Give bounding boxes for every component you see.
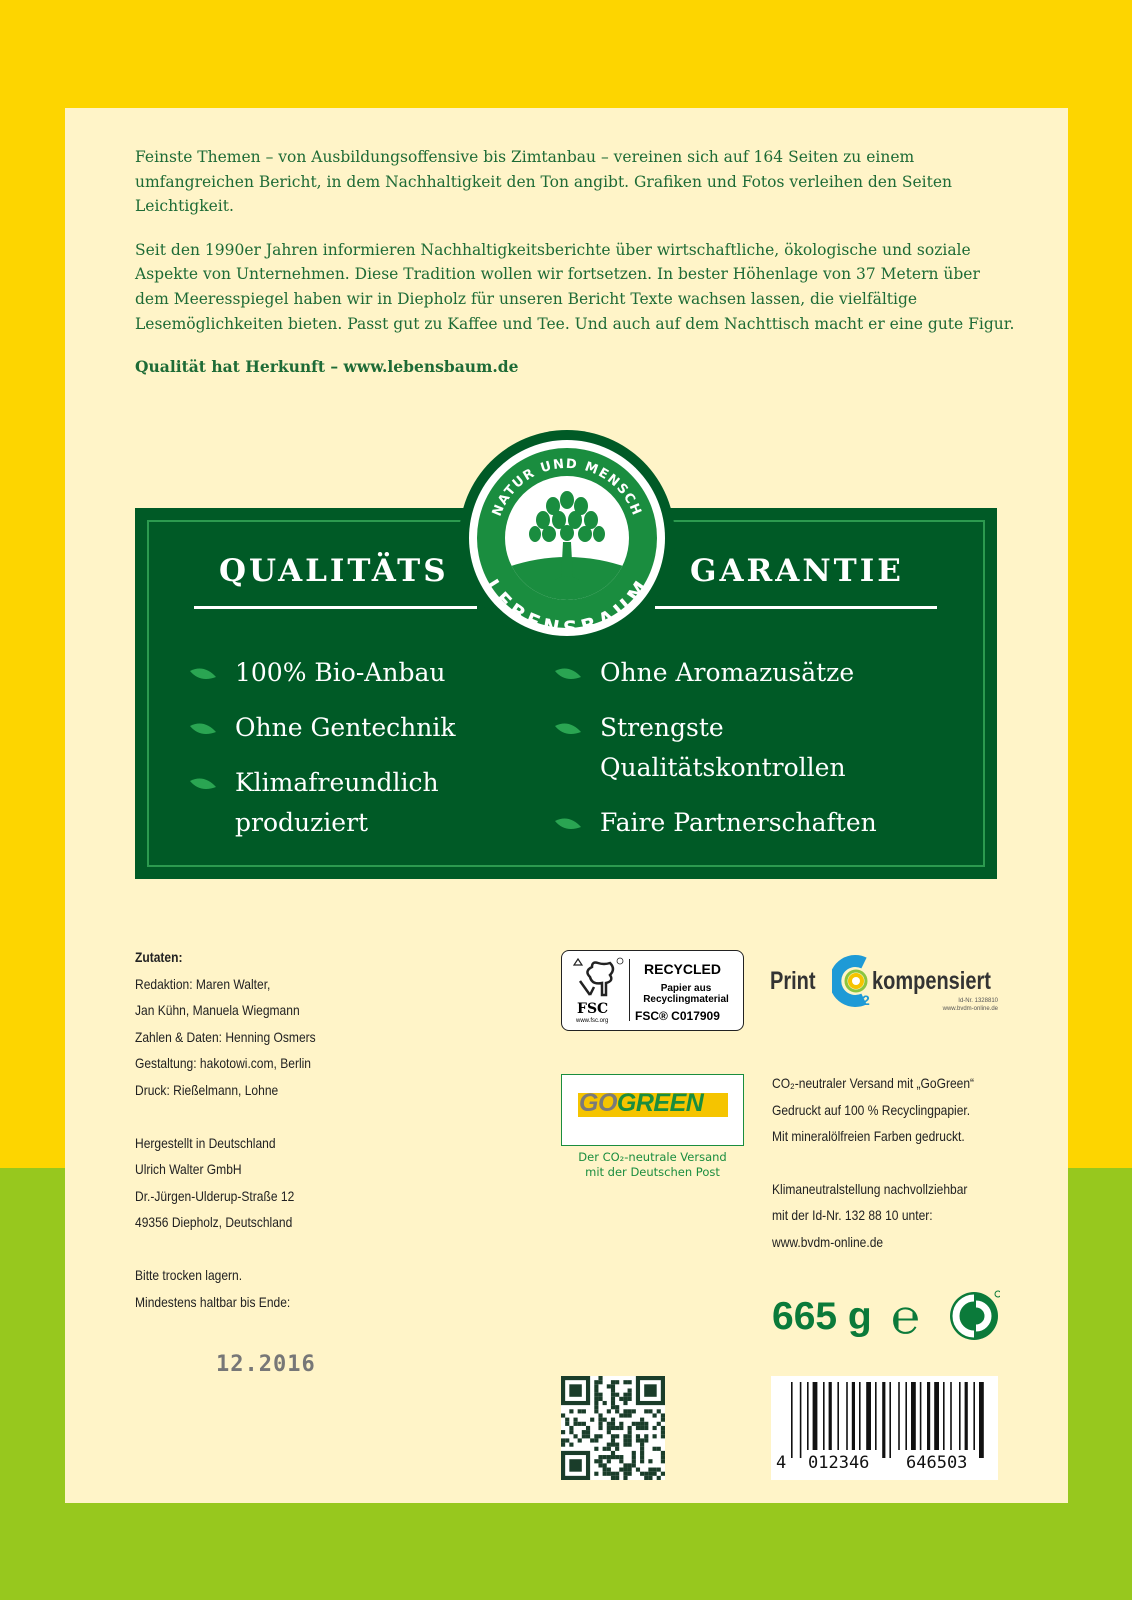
feature-item: Ohne Gentechnik bbox=[190, 708, 510, 748]
barcode-bar bbox=[800, 1382, 802, 1458]
barcode-bar bbox=[973, 1382, 975, 1450]
seal-top-text: NATUR UND MENSCH bbox=[489, 456, 645, 519]
best-before-date: 12.2016 bbox=[216, 1352, 316, 1377]
qr-code bbox=[561, 1376, 665, 1480]
svg-text:LEBENSBAUM bbox=[480, 575, 654, 641]
heading-qualitaets: QUALITÄTS bbox=[219, 553, 449, 589]
heading-rule-left bbox=[194, 606, 477, 609]
leaf-icon bbox=[555, 817, 581, 831]
fsc-code: FSC® C017909 bbox=[635, 1009, 720, 1023]
credits-block: Zutaten: Redaktion: Maren Walter, Jan Kühn, Manuela Wiegmann Zahlen & Daten: Henning Osmers Gestaltung: hakotowi.com, Berlin Druck: Rießelmann, Lohne Hergestellt in Deutschland Ulrich Walter GmbH Dr.-Jürgen-Ulderup-Straße 12 49356 Diepholz, Deutschland Bitte trocken lagern. Mindestens haltbar bis Ende: bbox=[135, 944, 410, 1341]
barcode-bar bbox=[866, 1382, 871, 1450]
feature-item: Faire Partnerschaften bbox=[555, 803, 955, 843]
barcode-bar bbox=[889, 1382, 891, 1458]
barcode-bar bbox=[979, 1382, 984, 1458]
intro-text bbox=[135, 145, 1015, 399]
barcode-digit-prefix: 4 bbox=[776, 1453, 787, 1473]
leaf-icon bbox=[190, 667, 216, 681]
barcode-bar bbox=[965, 1382, 968, 1450]
heading-rule-right bbox=[655, 606, 937, 609]
barcode-bars bbox=[789, 1382, 989, 1458]
barcode-bar bbox=[882, 1382, 885, 1458]
barcode-bar bbox=[846, 1382, 848, 1450]
fsc-subtitle: Papier aus Recyclingmaterial bbox=[643, 983, 729, 1005]
net-weight: 665 g bbox=[772, 1295, 872, 1338]
intro-paragraph-2: Seit den 1990er Jahren informieren Nachhaltigkeitsberichte über wirtschaftliche, ökologische und soziale Aspekte von Unternehmen. Diese Tradition wollen wir fortsetzen. In bester Höhenlage von 37 Metern über dem Meeresspiegel haben wir in Diepholz für unseren Bericht Texte wachsen lassen, die vielfältige Lesemöglichkeiten bieten. Passt gut zu Kaffee und Tee. Und auch auf dem Nachttisch macht er eine gute Figur. bbox=[135, 240, 1015, 333]
feature-item: Klimafreundlich produziert bbox=[190, 763, 475, 843]
fsc-tree-icon bbox=[570, 957, 626, 1001]
feature-item: Ohne Aromazusätze bbox=[555, 653, 955, 693]
leaf-icon bbox=[555, 667, 581, 681]
barcode-bar bbox=[927, 1382, 930, 1450]
feature-list-left bbox=[190, 653, 510, 858]
heading-garantie: GARANTIE bbox=[690, 553, 904, 589]
barcode-bar bbox=[920, 1382, 922, 1450]
feature-list-right bbox=[555, 653, 955, 858]
leaf-icon bbox=[190, 777, 216, 791]
estimate-mark-icon: ℮ bbox=[891, 1289, 920, 1345]
barcode-bar bbox=[823, 1382, 825, 1450]
claim-line: Qualität hat Herkunft – www.lebensbaum.de bbox=[135, 357, 519, 377]
barcode-bar bbox=[837, 1382, 839, 1450]
seal-bottom-text: LEBENSBAUM bbox=[479, 574, 655, 641]
feature-item: Strengste Qualitätskontrollen bbox=[555, 708, 900, 788]
svg-text:2: 2 bbox=[862, 992, 870, 1007]
barcode-digits-left: 012346 bbox=[808, 1453, 870, 1473]
fsc-recycled-label: FSC www.fsc.org RECYCLED Papier aus Recyclingmaterial FSC® C017909 bbox=[561, 950, 744, 1031]
intro-paragraph-1: Feinste Themen – von Ausbildungsoffensive bis Zimtanbau – vereinen sich auf 164 Seiten zu einem umfangreichen Bericht, in dem Nachhaltigkeit den Ton angibt. Grafiken und Fotos verleihen den Seiten Leichtigkeit. bbox=[135, 148, 953, 216]
feature-item: 100% Bio-Anbau bbox=[190, 653, 510, 693]
barcode-bar bbox=[911, 1382, 916, 1450]
barcode-bar bbox=[813, 1382, 818, 1450]
fsc-title: RECYCLED bbox=[644, 961, 722, 977]
leaf-icon bbox=[555, 722, 581, 736]
barcode-bar bbox=[934, 1382, 939, 1450]
barcode-bar bbox=[852, 1382, 855, 1450]
barcode-bar bbox=[875, 1382, 877, 1450]
manufacturer-address: Hergestellt in Deutschland Ulrich Walter GmbH Dr.-Jürgen-Ulderup-Straße 12 49356 Diepholz, Deutschland bbox=[135, 1134, 295, 1231]
barcode-bar bbox=[905, 1382, 907, 1450]
barcode-bar bbox=[791, 1382, 793, 1458]
barcode-bar bbox=[807, 1382, 809, 1450]
print-co2-kompensiert-logo: Print 2 kompensiert Id-Nr. 1328810 www.bvdm-online.de bbox=[770, 953, 998, 1013]
barcode-bar bbox=[959, 1382, 961, 1450]
lebensbaum-seal bbox=[459, 430, 675, 646]
leaf-icon bbox=[190, 722, 216, 736]
gogreen-logo: GOGREEN bbox=[561, 1074, 744, 1146]
eco-info-block: CO₂-neutraler Versand mit „GoGreen“ Gedruckt auf 100 % Recyclingpapier. Mit mineralölfreien Farben gedruckt. Klimaneutralstellung nachvollziehbar mit der Id-Nr. 132 88 10 unter: www.bvdm-online.de bbox=[772, 1075, 975, 1250]
storage-note: Bitte trocken lagern. Mindestens haltbar bis Ende: bbox=[135, 1266, 291, 1310]
ean-barcode bbox=[771, 1376, 998, 1480]
co2-logo-icon bbox=[832, 955, 876, 1007]
barcode-bar bbox=[829, 1382, 832, 1450]
barcode-bar bbox=[859, 1382, 861, 1450]
barcode-bar bbox=[898, 1382, 900, 1450]
green-dot-icon bbox=[948, 1290, 1000, 1342]
credits-heading: Zutaten: bbox=[135, 949, 183, 965]
svg-text:NATUR UND MENSCH bbox=[490, 457, 644, 519]
barcode-digits-right: 646503 bbox=[906, 1453, 968, 1473]
barcode-bar bbox=[943, 1382, 945, 1450]
gogreen-caption: Der CO₂-neutrale Versand mit der Deutschen Post bbox=[578, 1150, 727, 1179]
barcode-bar bbox=[950, 1382, 952, 1450]
